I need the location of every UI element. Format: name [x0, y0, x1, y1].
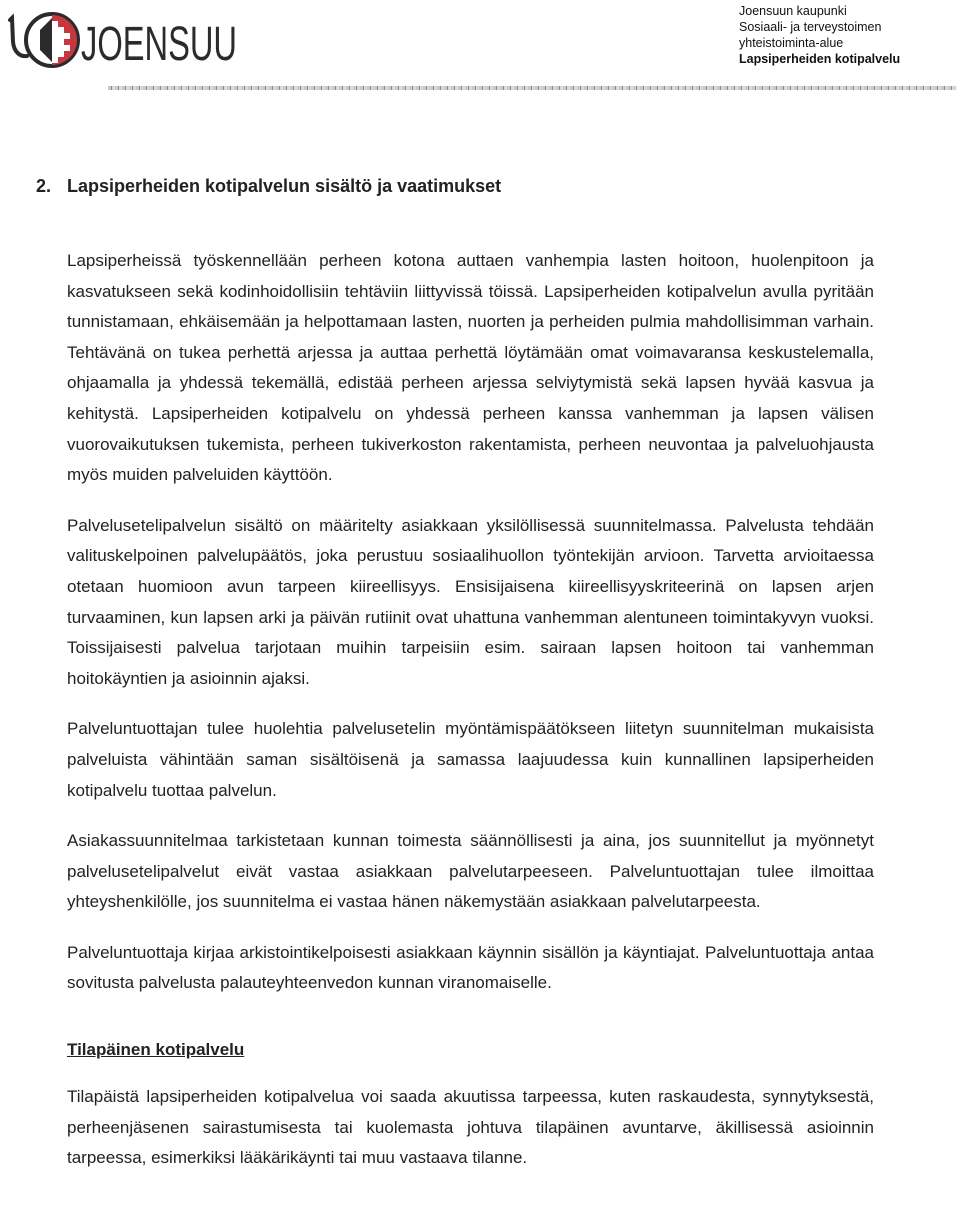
paragraph-documentation: Palveluntuottaja kirjaa arkistointikelpoisesti asiakkaan käynnin sisällön ja käyntiajat. Palveluntuottaja antaa sovitusta palvelusta palauteyhteenvedon kunnan viranomaiselle.	[67, 942, 874, 993]
section-heading	[36, 168, 874, 204]
logo-text: JOENSUU	[81, 18, 237, 71]
paragraph-client-plan: Asiakassuunnitelmaa tarkistetaan kunnan toimesta säännöllisesti ja aina, jos suunnitellut ja myönnetyt palvelusetelipalvelut eivät vastaa asiakkaan palvelutarpeeseen. Palveluntuottajan tulee ilmoittaa yhteyshenkilölle, jos suunnitelma ei vastaa hänen näkemystään asiakkaan palvelutarpeesta.	[67, 831, 874, 912]
page-header	[0, 0, 960, 96]
document-body	[36, 168, 874, 1174]
header-info	[739, 3, 954, 67]
org-service: Lapsiperheiden kotipalvelu	[739, 52, 901, 66]
joensuu-logo	[8, 6, 240, 71]
paragraph-service-voucher: Palvelusetelipalvelun sisältö on määritelty asiakkaan yksilöllisessä suunnitelmassa. Palvelusta tehdään valituskelpoinen palvelupäätös, joka perustuu sosiaalihuollon työntekijän arvioon. Tarvetta arvioitaessa otetaan huomioon avun tarpeen kiireellisyys. Ensisijaisena kiireellisyyskriteerinä on lapsen arjen turvaaminen, kun lapsen arki ja päivän rutiinit ovat uhattuna vanhemman alentuneen toimintakyvyn vuoksi. Toissijaisesti palvelua tarjotaan muihin tarpeisiin esim. sairaan lapsen hoitoon tai vanhemman hoitokäyntien ja asioinnin ajaksi.	[67, 515, 874, 688]
header-divider	[108, 86, 956, 90]
paragraph-temporary-service: Tilapäistä lapsiperheiden kotipalvelua voi saada akuutissa tarpeessa, kuten raskaudesta, synnytyksestä, perheenjäsenen sairastumisesta tai kuolemasta johtuva tilapäinen avuntarve, äkillisessä asioinnin tarpeessa, esimerkiksi lääkärikäynti tai muu vastaava tilanne.	[67, 1087, 874, 1168]
org-unit: Sosiaali- ja terveystoimen yhteistoiminta-alue	[739, 20, 882, 50]
subsection-heading: Tilapäinen kotipalvelu	[67, 1040, 245, 1060]
org-name: Joensuun kaupunki	[739, 4, 847, 18]
section-number: 2.	[36, 176, 52, 196]
paragraph-intro: Lapsiperheissä työskennellään perheen kotona auttaen vanhempia lasten hoitoon, huolenpitoon ja kasvatukseen sekä kodinhoidollisiin tehtäviin liittyvissä töissä. Lapsiperheiden kotipalvelun avulla pyritään tunnistamaan, ehkäisemään ja helpottamaan lasten, nuorten ja perheiden pulmia mahdollisimman varhain. Tehtävänä on tukea perhettä arjessa ja auttaa perhettä löytämään omat voimavaransa keskustelemalla, ohjaamalla ja yhdessä tekemällä, edistää perheen arjessa selviytymistä sekä lapsen hyvää kasvua ja kehitystä. Lapsiperheiden kotipalvelu on yhdessä perheen kanssa vanhemman ja lapsen välisen vuorovaikutuksen tukemista, perheen tukiverkoston rakentamista, perheen neuvontaa ja palveluohjausta myös muiden palveluiden käyttöön.	[67, 251, 874, 485]
paragraph-provider-duties: Palveluntuottajan tulee huolehtia palvelusetelin myöntämispäätökseen liitetyn suunnitelman mukaisista palveluista vähintään saman sisältöisenä ja samassa laajuudessa kuin kunnallinen lapsiperheiden kotipalvelu tuottaa palvelun.	[67, 719, 874, 800]
section-title: Lapsiperheiden kotipalvelun sisältö ja vaatimukset	[67, 176, 502, 196]
